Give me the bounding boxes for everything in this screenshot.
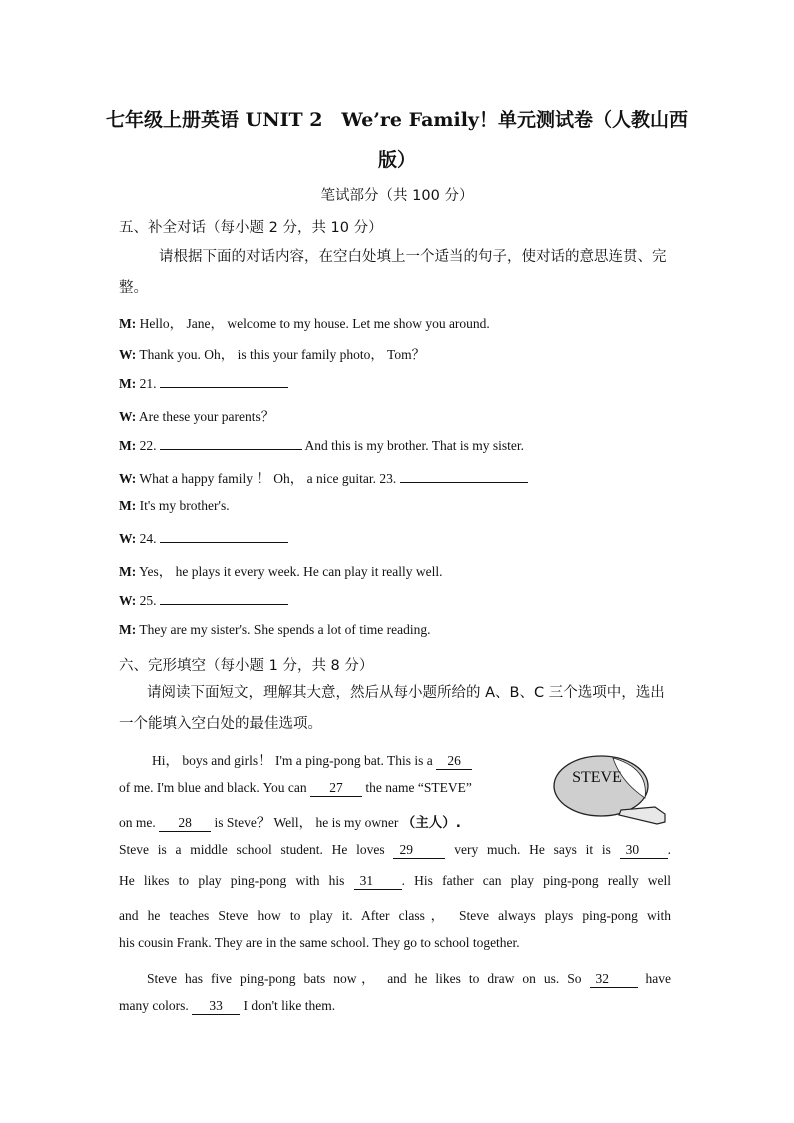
speaker-label: W: [119,409,137,424]
passage-text: . [667,842,672,857]
dialogue-line [119,343,425,363]
passage-text: the name “STEVE” [365,780,472,795]
dialogue-text: Thank you. Oh， is this your family photo， Tom？ [139,347,426,362]
dialogue-line [119,498,230,514]
answer-blank[interactable] [160,591,288,605]
speaker-label: W: [119,593,137,608]
cloze-blank[interactable]: 29 [393,842,445,859]
passage-text: . His father can play ping-pong really well [401,873,672,888]
speaker-label: M: [119,316,137,331]
dialogue-line [119,591,288,609]
bat-handle [619,807,665,824]
section5-instruction: 请根据下面的对话内容，在空白处填上一个适当的句子，使对话的意思连贯、完整。 [119,249,667,296]
speaker-label: M: [119,622,137,637]
passage-line [147,967,671,988]
dialogue-text: Hello， Jane， welcome to my house. Let me show you around. [139,316,490,331]
passage-text: on me. [119,815,156,830]
speaker-label: M: [119,376,137,391]
passage-line [152,749,472,770]
dialogue-text: Yes， he plays it every week. He can play it really well. [139,564,443,579]
question-number: 21. [139,376,157,391]
section6-heading: 六、完形填空（每小题 1 分，共 8 分） [119,658,374,674]
page-subtitle: 笔试部分（共 100 分） [320,188,474,204]
passage-text: very much. He says it is [454,842,611,857]
passage-text: I don't like them. [243,998,336,1013]
dialogue-line [119,622,431,638]
passage-line [119,873,671,890]
passage-text: Steve has five ping-pong bats now， and he likes to draw on us. So [147,971,582,986]
speaker-label: M: [119,498,137,513]
passage-text: Steve is a middle school student. He loves [119,842,385,857]
answer-blank[interactable] [400,469,528,483]
answer-blank[interactable] [160,374,288,388]
passage-line: his cousin Frank. They are in the same school. They go to school together. [119,935,520,950]
passage-text: many colors. [119,998,189,1013]
passage-line [119,811,461,832]
cloze-blank[interactable]: 32 [590,971,638,988]
dialogue-line [119,374,288,392]
question-number: 25. [139,593,157,608]
section6-instruction: 请阅读下面短文，理解其大意，然后从每小题所给的 A、B、C 三个选项中，选出一个能填入空白处的最佳选项。 [119,685,665,732]
bat-label: STEVE [572,769,622,786]
dialogue-line [119,312,490,332]
passage-line [119,842,671,859]
speaker-label: W: [119,347,137,362]
dialogue-text: They are my sister's. She spends a lot of time reading. [139,622,431,637]
passage-line [119,780,472,797]
dialogue-line [119,560,443,580]
cloze-blank[interactable]: 26 [436,753,472,770]
section5-heading: 五、补全对话（每小题 2 分，共 10 分） [119,220,383,236]
dialogue-text: What a happy family ！ Oh， a nice guitar. 23. [139,471,397,486]
cloze-blank[interactable]: 27 [310,780,362,797]
speaker-label: W: [119,531,137,546]
cloze-blank[interactable]: 31 [354,873,402,890]
dialogue-line [119,529,288,547]
passage-text: is Steve？ Well， he is my owner [214,815,399,830]
passage-text: He likes to play ping-pong with his [119,873,345,888]
speaker-label: M: [119,564,137,579]
cloze-blank[interactable]: 28 [159,815,211,832]
question-number: 24. [139,531,157,546]
passage-text: Hi， boys and girls！ I'm a ping-pong bat. This is a [152,753,433,768]
passage-text: （主人）. [401,815,461,831]
dialogue-text: And this is my brother. That is my sister. [304,438,525,453]
ping-pong-bat-image [551,752,673,828]
passage-line [119,998,335,1015]
dialogue-line [119,405,274,425]
speaker-label: W: [119,471,137,486]
answer-blank[interactable] [160,436,302,450]
answer-blank[interactable] [160,529,288,543]
dialogue-text: It's my brother's. [139,498,230,513]
page-title: 七年级上册英语 UNIT 2 We’re Family！单元测试卷（人教山西版） [106,109,688,171]
dialogue-line [119,467,528,487]
passage-text: of me. I'm blue and black. You can [119,780,307,795]
cloze-blank[interactable]: 30 [620,842,668,859]
passage-line: and he teaches Steve how to play it. After class， Steve always plays ping-pong with [119,908,671,923]
passage-text: have [645,971,672,986]
question-number: 22. [139,438,157,453]
dialogue-line [119,436,524,454]
cloze-blank[interactable]: 33 [192,998,240,1015]
dialogue-text: Are these your parents？ [138,409,275,424]
speaker-label: M: [119,438,137,453]
